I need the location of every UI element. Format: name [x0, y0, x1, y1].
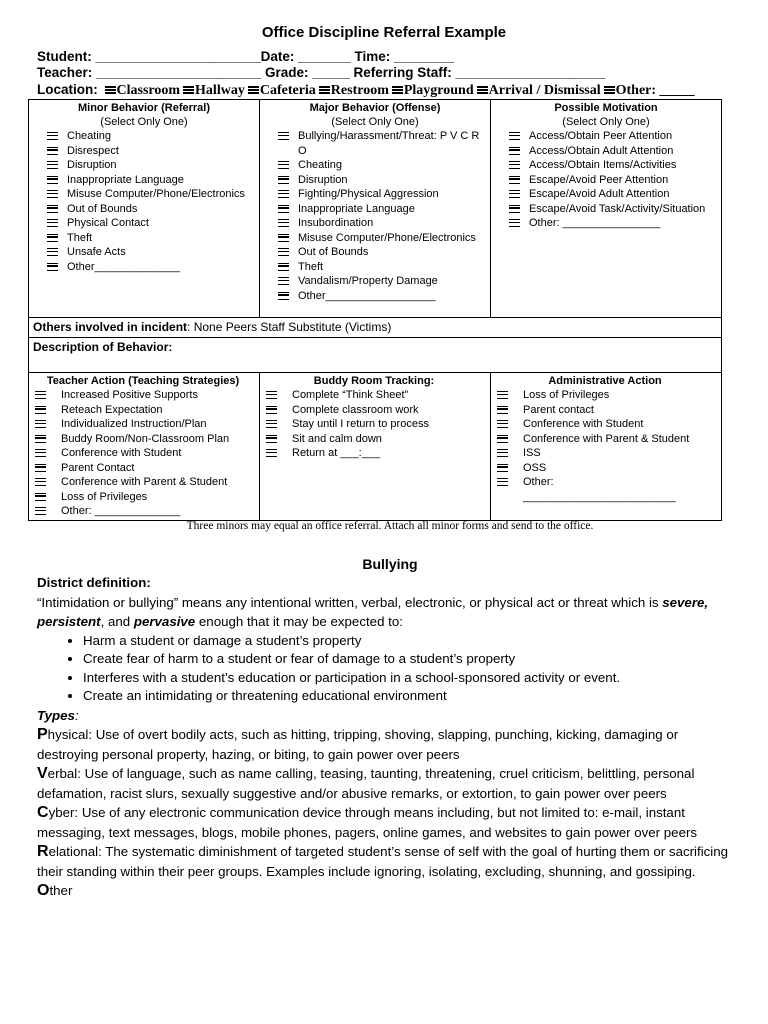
checklist-item-label: Conference with Parent & Student — [61, 476, 228, 488]
checklist-item[interactable] — [31, 446, 255, 461]
checkbox-icon[interactable] — [47, 219, 58, 227]
checklist-item-label: Insubordination — [298, 217, 374, 229]
checklist-item-label: Cheating — [67, 130, 112, 142]
location-checkbox[interactable] — [105, 86, 116, 94]
page-title: Office Discipline Referral Example — [261, 24, 507, 41]
checklist-item[interactable] — [262, 417, 486, 432]
major-behavior-list — [264, 129, 486, 303]
checkbox-icon[interactable] — [266, 420, 277, 428]
checkbox-icon[interactable] — [47, 263, 58, 271]
checkbox-icon[interactable] — [278, 190, 289, 198]
checklist-item-label: Conference with Student — [61, 447, 182, 459]
checklist-item[interactable] — [33, 231, 255, 246]
definition-bullet: • Interferes with a student’s education or participation in a school-sponsored activity or event. — [83, 669, 737, 688]
checklist-item[interactable] — [33, 129, 255, 144]
checklist-item[interactable] — [493, 475, 717, 490]
location-line — [37, 82, 695, 99]
checklist-item-label: Stay until I return to process — [292, 418, 429, 430]
referral-table — [28, 99, 722, 521]
checklist-item-label: Loss of Privileges — [61, 490, 148, 503]
checklist-item[interactable] — [33, 173, 255, 188]
checkbox-icon[interactable] — [47, 147, 58, 155]
checklist-item-label: Other______________ — [67, 260, 181, 273]
checklist-item-label: Out of Bounds — [67, 202, 138, 215]
checklist-item-label: Other__________________ — [298, 289, 436, 302]
checklist-item-label: Vandalism/Property Damage — [298, 275, 438, 287]
location-checkbox[interactable] — [477, 86, 488, 94]
location-checkbox[interactable] — [319, 86, 330, 94]
location-option: Other: _____ — [615, 83, 695, 98]
bullying-type — [37, 881, 737, 901]
bullying-type-letter: O — [37, 882, 50, 899]
checklist-item[interactable] — [493, 388, 717, 403]
checklist-item[interactable] — [33, 216, 255, 231]
checkbox-icon[interactable] — [35, 406, 46, 414]
checkbox-icon[interactable] — [278, 292, 289, 300]
checklist-item-label: OSS — [523, 461, 547, 474]
checklist-item[interactable] — [264, 158, 486, 173]
bullying-type-text: yber: Use of any electronic communication device through means including, but not limited to: e-mail, instant messaging, text messages, blogs, mobile phones, pagers, online games, and websites to gain power over peers — [37, 805, 698, 840]
checklist-item-label: Escape/Avoid Adult Attention — [529, 188, 670, 200]
checkbox-icon[interactable] — [509, 132, 520, 140]
checklist-item[interactable] — [31, 475, 255, 490]
checklist-item-label: Bullying/Harassment/Threat: P V C R O — [298, 130, 480, 157]
checklist-item[interactable] — [31, 388, 255, 403]
bullying-type — [37, 842, 737, 881]
location-label: Location: — [37, 82, 98, 97]
bullying-type-letter: R — [37, 843, 49, 860]
checkbox-icon[interactable] — [497, 435, 508, 443]
checklist-item-label: Disruption — [67, 159, 117, 171]
checkbox-icon[interactable] — [278, 263, 289, 271]
motivation-title: Possible Motivation — [554, 102, 658, 114]
location-checkbox[interactable] — [248, 86, 259, 94]
checklist-item[interactable] — [31, 490, 255, 505]
checklist-item[interactable] — [262, 432, 486, 447]
bullying-type-letter: V — [37, 765, 48, 782]
checklist-item[interactable] — [31, 504, 255, 519]
checklist-item-label: Misuse Computer/Phone/Electronics — [67, 188, 245, 200]
types-colon: : — [74, 707, 79, 723]
checkbox-icon[interactable] — [497, 406, 508, 414]
checklist-item[interactable] — [493, 432, 717, 447]
checkbox-icon[interactable] — [509, 219, 520, 227]
minor-behavior-list — [33, 129, 255, 274]
checklist-item-label: Escape/Avoid Peer Attention — [529, 173, 669, 186]
checkbox-icon[interactable] — [497, 391, 508, 399]
severe-persistent: severe, persistent — [37, 594, 709, 629]
checklist-item[interactable] — [493, 446, 717, 461]
checklist-item[interactable] — [33, 260, 255, 275]
bullying-type — [37, 764, 737, 803]
checklist-item-label: Individualized Instruction/Plan — [61, 418, 207, 430]
location-checkbox[interactable] — [392, 86, 403, 94]
checkbox-icon[interactable] — [266, 406, 277, 414]
checklist-item[interactable] — [33, 245, 255, 260]
checklist-item[interactable] — [495, 173, 717, 188]
buddy-room-list — [262, 388, 486, 461]
checklist-item-label: Conference with Parent & Student — [523, 432, 690, 445]
pervasive: pervasive — [133, 614, 196, 629]
location-checkbox[interactable] — [183, 86, 194, 94]
teacher-action-list — [31, 388, 255, 519]
bullying-type — [37, 803, 737, 842]
bullying-type-letter: P — [37, 726, 48, 743]
admin-action-cell — [491, 373, 722, 521]
checklist-item[interactable] — [264, 231, 486, 246]
student-date-time-line: Student: ______________________Date: _______ Time: ________ — [37, 49, 455, 64]
checklist-item-label: Theft — [67, 231, 93, 244]
checkbox-icon[interactable] — [278, 219, 289, 227]
checklist-item[interactable] — [31, 432, 255, 447]
location-option: Cafeteria — [259, 83, 316, 98]
checkbox-icon[interactable] — [278, 205, 289, 213]
major-behavior-subtitle: (Select Only One) — [331, 116, 419, 128]
checklist-item-label: Unsafe Acts — [67, 246, 126, 258]
minor-behavior-title: Minor Behavior (Referral) — [77, 102, 211, 114]
bullying-title: Bullying — [362, 556, 418, 572]
checklist-item-label: Inappropriate Language — [67, 173, 184, 186]
checklist-item-label: Access/Obtain Adult Attention — [529, 144, 674, 157]
description-row — [29, 338, 722, 373]
bullying-type-letter: C — [37, 804, 49, 821]
checkbox-icon[interactable] — [47, 248, 58, 256]
checklist-item-label: Disrespect — [67, 144, 119, 157]
checklist-item-label: Other: — [523, 476, 554, 488]
checkbox-icon[interactable] — [35, 420, 46, 428]
bullying-type — [37, 725, 737, 764]
types-label: Types — [37, 707, 75, 723]
checkbox-icon[interactable] — [266, 435, 277, 443]
checkbox-icon[interactable] — [47, 176, 58, 184]
checkbox-icon[interactable] — [47, 205, 58, 213]
admin-action-list — [493, 388, 717, 490]
checkbox-icon[interactable] — [47, 190, 58, 198]
major-behavior-title: Major Behavior (Offense) — [309, 102, 441, 114]
checklist-item[interactable] — [495, 144, 717, 159]
checklist-item[interactable] — [495, 202, 717, 217]
checklist-item-label: Out of Bounds — [298, 246, 369, 258]
location-option: Classroom — [116, 83, 181, 98]
checklist-item-label: Increased Positive Supports — [61, 389, 198, 401]
checklist-item-label: Other: ________________ — [529, 217, 661, 229]
checkbox-icon[interactable] — [266, 449, 277, 457]
checklist-item[interactable] — [493, 417, 717, 432]
checklist-item[interactable] — [31, 461, 255, 476]
checkbox-icon[interactable] — [278, 176, 289, 184]
definition-and: , and — [100, 614, 134, 629]
definition-start: “Intimidation or bullying” means any intentional written, verbal, electronic, or physical act or threat which is — [37, 594, 659, 610]
checklist-item[interactable] — [495, 129, 717, 144]
motivation-cell — [491, 100, 722, 318]
checklist-item-label: Access/Obtain Peer Attention — [529, 130, 673, 142]
checkbox-icon[interactable] — [509, 205, 520, 213]
checklist-item[interactable] — [495, 216, 717, 231]
checklist-item-label: Loss of Privileges — [523, 389, 610, 401]
checklist-item-label: Misuse Computer/Phone/Electronics — [298, 231, 476, 244]
checkbox-icon[interactable] — [35, 464, 46, 472]
types-list — [37, 725, 737, 901]
checklist-item[interactable] — [33, 144, 255, 159]
bullying-type-text: hysical: Use of overt bodily acts, such as hitting, tripping, shoving, slapping, punching, kicking, damaging or destroying personal property, hazing, or biting, to gain power over peers — [37, 727, 679, 762]
checklist-item[interactable] — [264, 274, 486, 289]
checklist-item-label: Return at ___:___ — [292, 447, 381, 459]
others-involved-row — [29, 318, 722, 338]
checkbox-icon[interactable] — [35, 507, 46, 515]
others-involved-options: : None Peers Staff Substitute (Victims) — [187, 320, 392, 334]
checkbox-icon[interactable] — [47, 161, 58, 169]
checklist-item[interactable] — [264, 187, 486, 202]
others-involved-label: Others involved in incident — [33, 320, 188, 334]
checklist-item-label: Reteach Expectation — [61, 403, 163, 416]
checklist-item[interactable] — [264, 289, 486, 304]
checklist-item-label: Access/Obtain Items/Activities — [529, 159, 677, 171]
definition-bullet: • Harm a student or damage a student’s property — [83, 632, 737, 651]
checklist-item[interactable] — [264, 245, 486, 260]
checkbox-icon[interactable] — [278, 234, 289, 242]
location-option: Playground — [403, 83, 474, 98]
checkbox-icon[interactable] — [35, 478, 46, 486]
checklist-item[interactable] — [33, 187, 255, 202]
checkbox-icon[interactable] — [497, 449, 508, 457]
checkbox-icon[interactable] — [35, 449, 46, 457]
minor-behavior-subtitle: (Select Only One) — [100, 116, 188, 128]
definition-bullet: • Create an intimidating or threatening educational environment — [83, 687, 737, 706]
checklist-item[interactable] — [493, 461, 717, 476]
bullying-body — [37, 573, 737, 901]
checklist-item-label: Fighting/Physical Aggression — [298, 188, 439, 200]
bullying-type-text: ther — [49, 883, 73, 898]
definition-bullet: • Create fear of harm to a student or fear of damage to a student’s property — [83, 650, 737, 669]
checklist-item[interactable] — [495, 187, 717, 202]
checklist-item-label: Disruption — [298, 173, 348, 186]
checkbox-icon[interactable] — [266, 391, 277, 399]
checklist-item[interactable] — [264, 173, 486, 188]
bullying-type-text: elational: The systematic diminishment of targeted student’s sense of self with the goal of hurting them or sacrificing their standing within their peer groups. Examples include ignoring, isolating, excluding, shunning, and gossiping. — [37, 844, 729, 879]
checklist-item[interactable] — [264, 202, 486, 217]
definition-end: enough that it may be expected to: — [195, 614, 403, 629]
major-behavior-cell — [260, 100, 491, 318]
checklist-item-label: Escape/Avoid Task/Activity/Situation — [529, 202, 706, 215]
location-option: Restroom — [330, 83, 389, 98]
teacher-action-title: Teacher Action (Teaching Strategies) — [46, 375, 240, 387]
checklist-item-label: Other: ______________ — [61, 505, 181, 517]
checkbox-icon[interactable] — [35, 435, 46, 443]
district-definition-label: District definition: — [37, 575, 151, 590]
motivation-list — [495, 129, 717, 231]
referral-note: Three minors may equal an office referral. Attach all minor forms and send to the office. — [186, 520, 594, 532]
checklist-item[interactable] — [264, 129, 486, 158]
checkbox-icon[interactable] — [47, 132, 58, 140]
buddy-room-title: Buddy Room Tracking: — [313, 375, 435, 387]
checklist-item[interactable] — [262, 403, 486, 418]
location-option: Hallway — [195, 83, 245, 98]
checklist-item-label: ISS — [523, 447, 541, 459]
checklist-item-label: Buddy Room/Non-Classroom Plan — [61, 432, 230, 445]
checklist-item[interactable] — [493, 403, 717, 418]
checklist-item-label: Parent Contact — [61, 461, 135, 474]
checklist-item[interactable] — [264, 260, 486, 275]
checklist-item-label: Conference with Student — [523, 418, 644, 430]
checklist-item[interactable] — [33, 202, 255, 217]
checklist-item-label: Cheating — [298, 159, 343, 171]
checklist-item-label: Physical Contact — [67, 217, 149, 229]
checklist-item-label: Inappropriate Language — [298, 202, 415, 215]
bullying-type-text: erbal: Use of language, such as name calling, teasing, taunting, threatening, cruel criticism, belittling, personal defamation, racist slurs, sexually suggestive and/or abusive remarks, or extortion, to gain power over peers — [37, 766, 695, 801]
checklist-item[interactable] — [264, 216, 486, 231]
checklist-item[interactable] — [495, 158, 717, 173]
definition-bullets — [37, 632, 737, 706]
checklist-item[interactable] — [31, 417, 255, 432]
checkbox-icon[interactable] — [497, 420, 508, 428]
checkbox-icon[interactable] — [278, 277, 289, 285]
checkbox-icon[interactable] — [509, 161, 520, 169]
teacher-action-cell — [29, 373, 260, 521]
minor-behavior-cell — [29, 100, 260, 318]
checkbox-icon[interactable] — [35, 493, 46, 501]
location-checkbox[interactable] — [604, 86, 615, 94]
definition-paragraph — [37, 593, 737, 632]
checkbox-icon[interactable] — [278, 161, 289, 169]
checkbox-icon[interactable] — [278, 248, 289, 256]
checklist-item[interactable] — [31, 403, 255, 418]
checklist-item-label: Sit and calm down — [292, 432, 382, 445]
description-label: Description of Behavior: — [33, 340, 173, 354]
admin-other-blank: _________________________ — [523, 490, 676, 503]
checklist-item-label: Complete “Think Sheet” — [292, 389, 409, 401]
checkbox-icon[interactable] — [509, 176, 520, 184]
checklist-item-label: Theft — [298, 260, 324, 273]
checkbox-icon[interactable] — [497, 464, 508, 472]
checkbox-icon[interactable] — [35, 391, 46, 399]
location-option: Arrival / Dismissal — [488, 83, 601, 98]
checkbox-icon[interactable] — [509, 190, 520, 198]
admin-action-title: Administrative Action — [548, 375, 662, 387]
checklist-item[interactable] — [262, 446, 486, 461]
checkbox-icon[interactable] — [278, 132, 289, 140]
checklist-item-label: Parent contact — [523, 403, 594, 416]
motivation-subtitle: (Select Only One) — [562, 116, 650, 128]
checkbox-icon[interactable] — [509, 147, 520, 155]
checklist-item[interactable] — [262, 388, 486, 403]
checklist-item-label: Complete classroom work — [292, 403, 419, 416]
checkbox-icon[interactable] — [497, 478, 508, 486]
checkbox-icon[interactable] — [47, 234, 58, 242]
buddy-room-cell — [260, 373, 491, 521]
checklist-item[interactable] — [33, 158, 255, 173]
teacher-grade-staff-line: Teacher: ______________________ Grade: _____ Referring Staff: ____________________ — [37, 65, 606, 80]
